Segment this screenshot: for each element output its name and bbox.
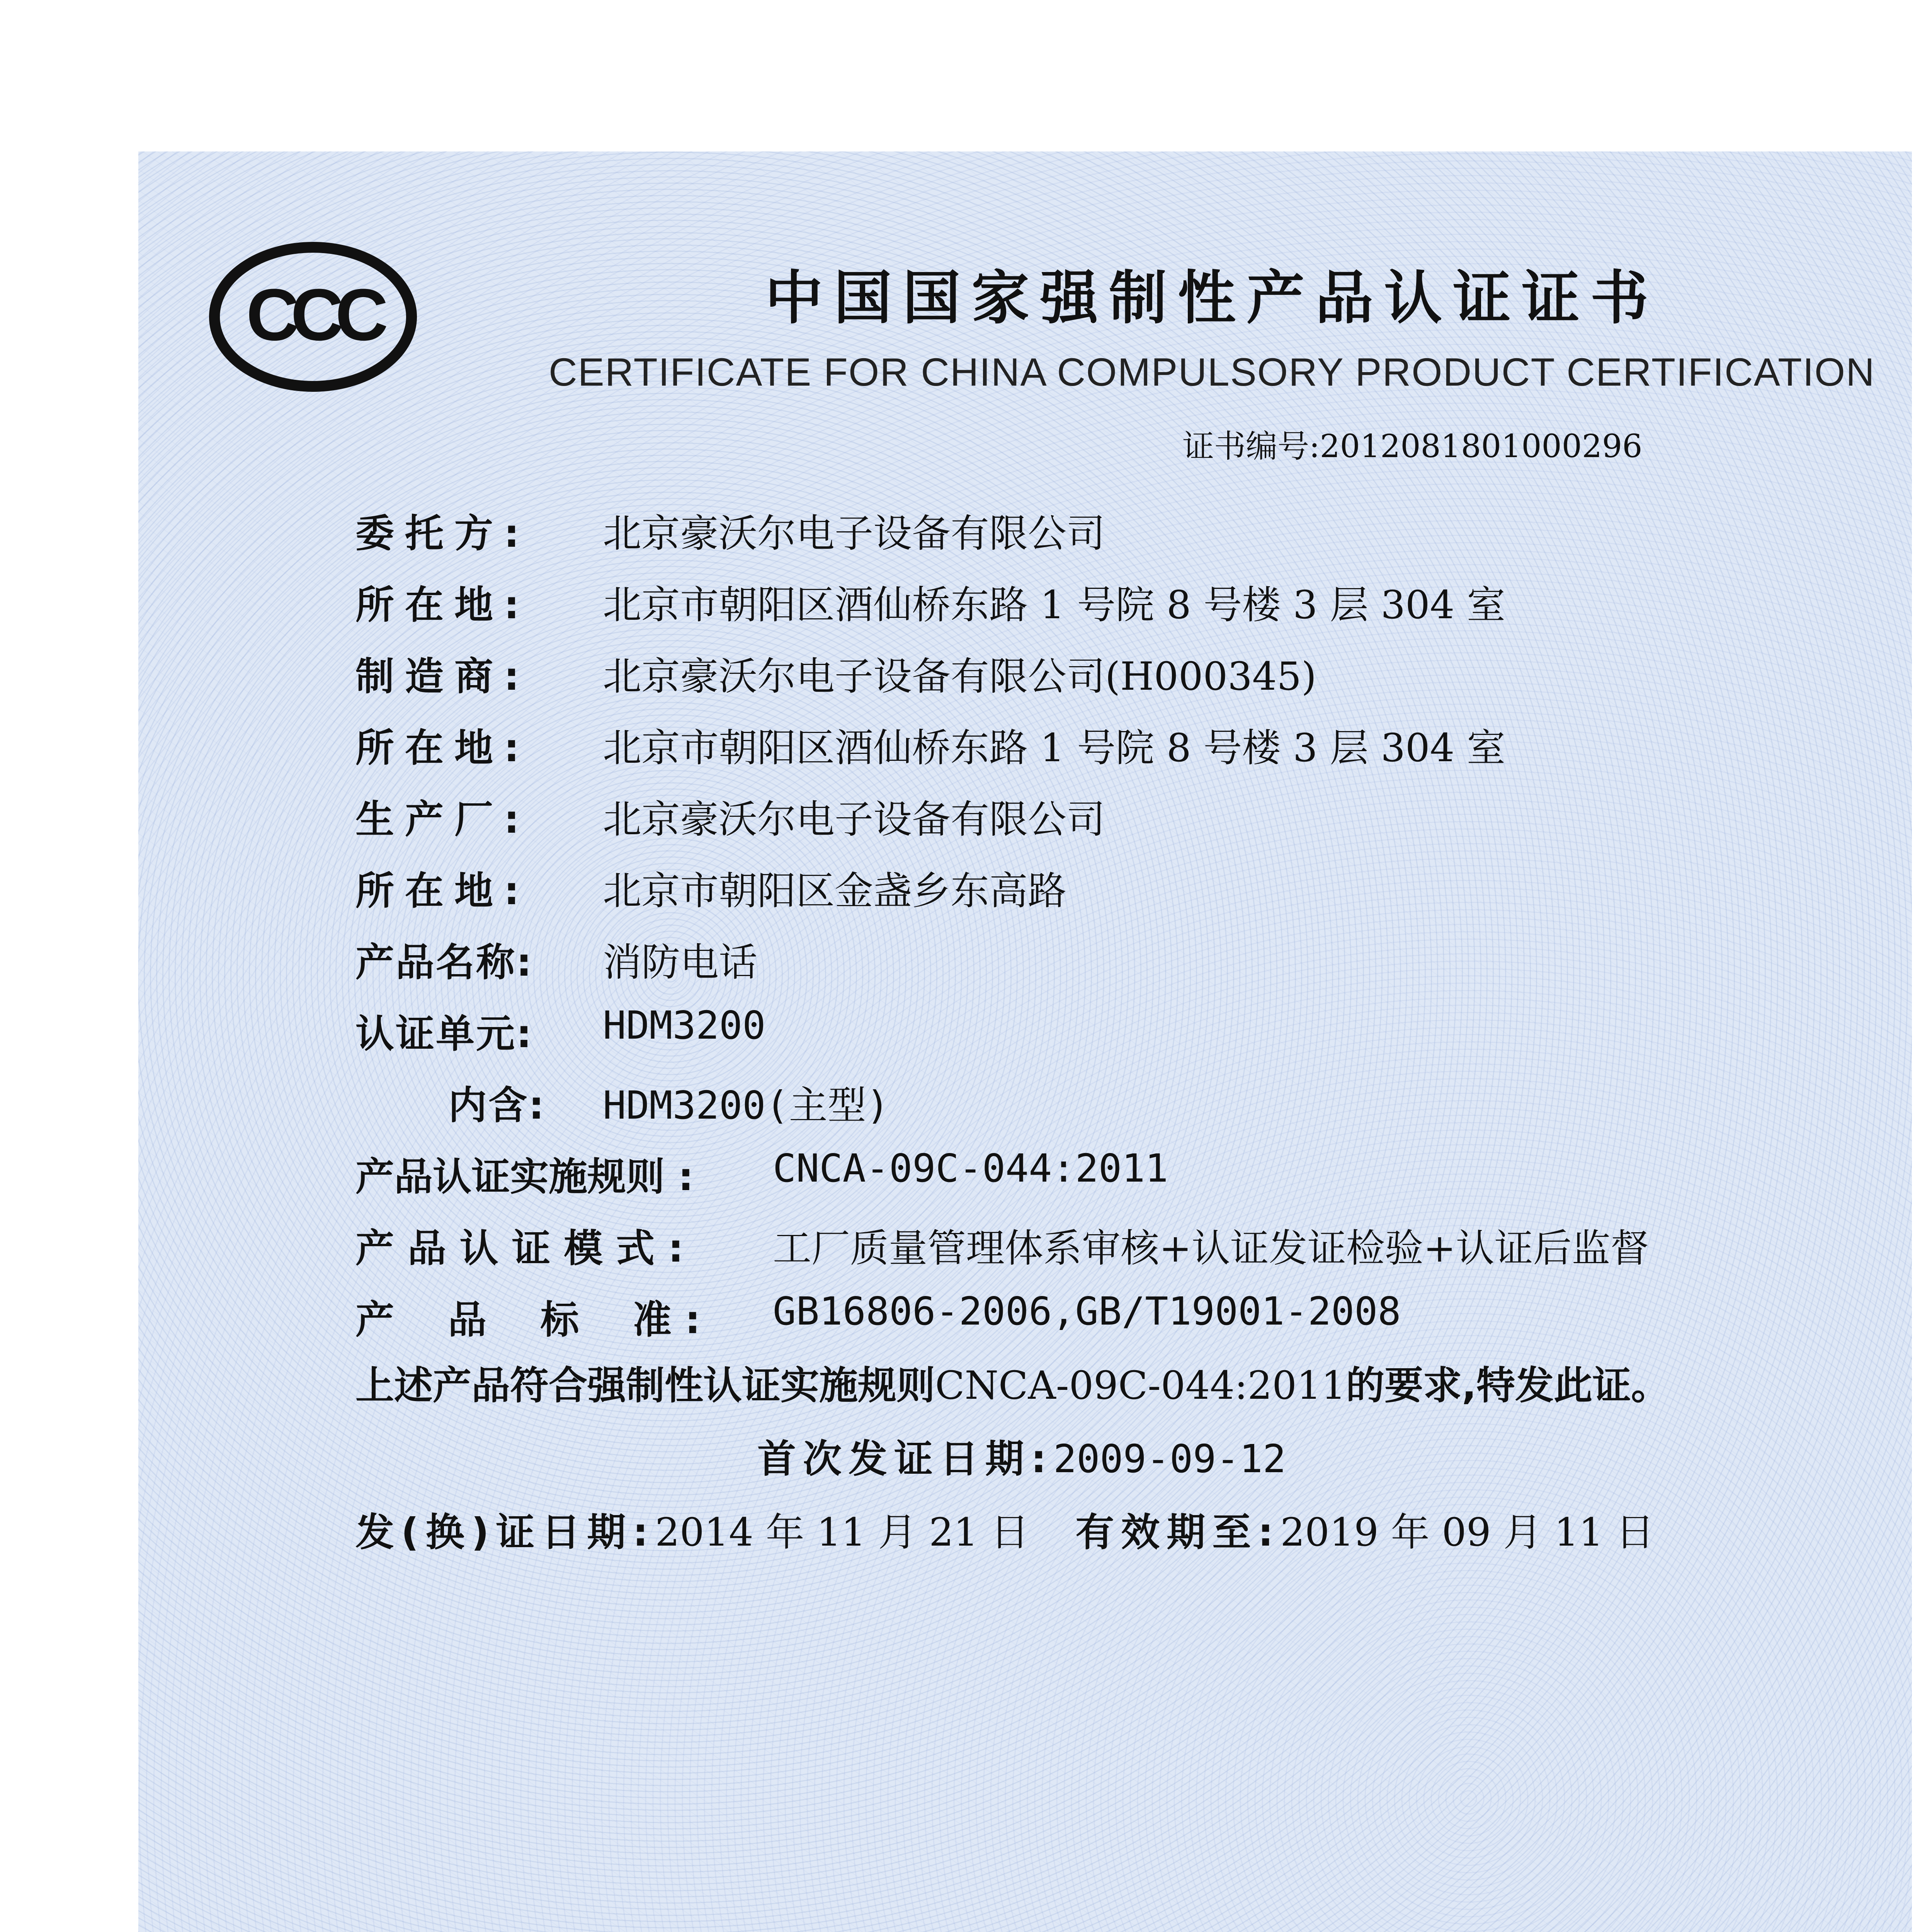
first-issue-label: 首次发证日期: (757, 1436, 1053, 1481)
certificate-title-en: CERTIFICATE FOR CHINA COMPULSORY PRODUCT CERTIFICATION (549, 350, 1875, 394)
field-value: HDM3200(主型) (603, 1083, 889, 1128)
field-row-product-name (355, 931, 757, 987)
issue-date-value: 2014 年 11 月 21 日 (655, 1510, 1029, 1555)
field-value: 北京市朝阳区酒仙桥东路 1 号院 8 号楼 3 层 304 室 (603, 725, 1506, 770)
field-label: 所在地: (355, 582, 530, 628)
field-label: 所在地: (355, 725, 530, 770)
field-label: 生产厂: (355, 797, 530, 842)
field-row-manufacturer-address (355, 717, 1505, 772)
issue-validity-line (355, 1501, 1654, 1557)
field-label: 产 品 认 证 模 式 : (355, 1226, 684, 1271)
first-issue-value: 2009-09-12 (1053, 1436, 1286, 1481)
valid-until-value: 2019 年 09 月 11 日 (1280, 1510, 1655, 1555)
field-value: 北京豪沃尔电子设备有限公司 (603, 797, 1105, 842)
field-value: CNCA-09C-044:2011 (773, 1146, 1168, 1191)
cert-no-value: 2012081801000296 (1320, 428, 1643, 465)
issue-date-label: 发(换)证日期: (355, 1510, 655, 1555)
field-row-manufacturer (355, 645, 1316, 701)
valid-until-label: 有效期至: (1075, 1510, 1281, 1555)
field-label: 委托方: (355, 511, 530, 556)
field-row-standard (355, 1289, 1401, 1344)
field-label: 所在地: (355, 868, 530, 913)
statement-prefix: 上述产品符合强制性认证实施规则 (355, 1363, 935, 1408)
field-row-factory-address (355, 860, 1066, 915)
ccc-logo-text: CCC (246, 274, 380, 356)
field-value: 北京豪沃尔电子设备有限公司(H000345) (603, 654, 1316, 699)
field-label: 产 品 标 准 : (355, 1297, 701, 1342)
statement-suffix: 的要求,特发此证。 (1346, 1363, 1670, 1408)
field-label: 认证单元: (355, 1011, 533, 1056)
field-value: 消防电话 (603, 940, 757, 985)
field-value: 北京豪沃尔电子设备有限公司 (603, 511, 1105, 556)
field-row-mode (355, 1217, 1649, 1273)
certificate-number (1182, 421, 1642, 466)
field-row-includes (355, 1074, 889, 1130)
statement-rule: CNCA-09C-044:2011 (935, 1363, 1346, 1408)
field-value: 北京市朝阳区金盏乡东高路 (603, 868, 1066, 913)
field-row-client-address (355, 574, 1505, 629)
ccc-logo-icon (209, 242, 417, 392)
field-value: 工厂质量管理体系审核+认证发证检验+认证后监督 (773, 1226, 1649, 1271)
field-row-rule (355, 1146, 1168, 1201)
field-value: 北京市朝阳区酒仙桥东路 1 号院 8 号楼 3 层 304 室 (603, 582, 1506, 628)
first-issue-date (757, 1428, 1286, 1483)
field-row-factory (355, 788, 1105, 844)
cert-no-label: 证书编号: (1182, 428, 1320, 465)
field-value: HDM3200 (603, 1003, 766, 1048)
certificate-title-cn: 中国国家强制性产品认证证书 (765, 265, 1660, 332)
field-row-cert-unit (355, 1003, 765, 1058)
field-label: 产品认证实施规则 : (355, 1154, 694, 1199)
field-value: GB16806-2006,GB/T19001-2008 (773, 1289, 1401, 1334)
field-label: 产品名称: (355, 940, 533, 985)
field-label: 内含: (448, 1083, 546, 1128)
compliance-statement (355, 1354, 1670, 1410)
field-row-client (355, 502, 1105, 558)
field-label: 制造商: (355, 654, 530, 699)
